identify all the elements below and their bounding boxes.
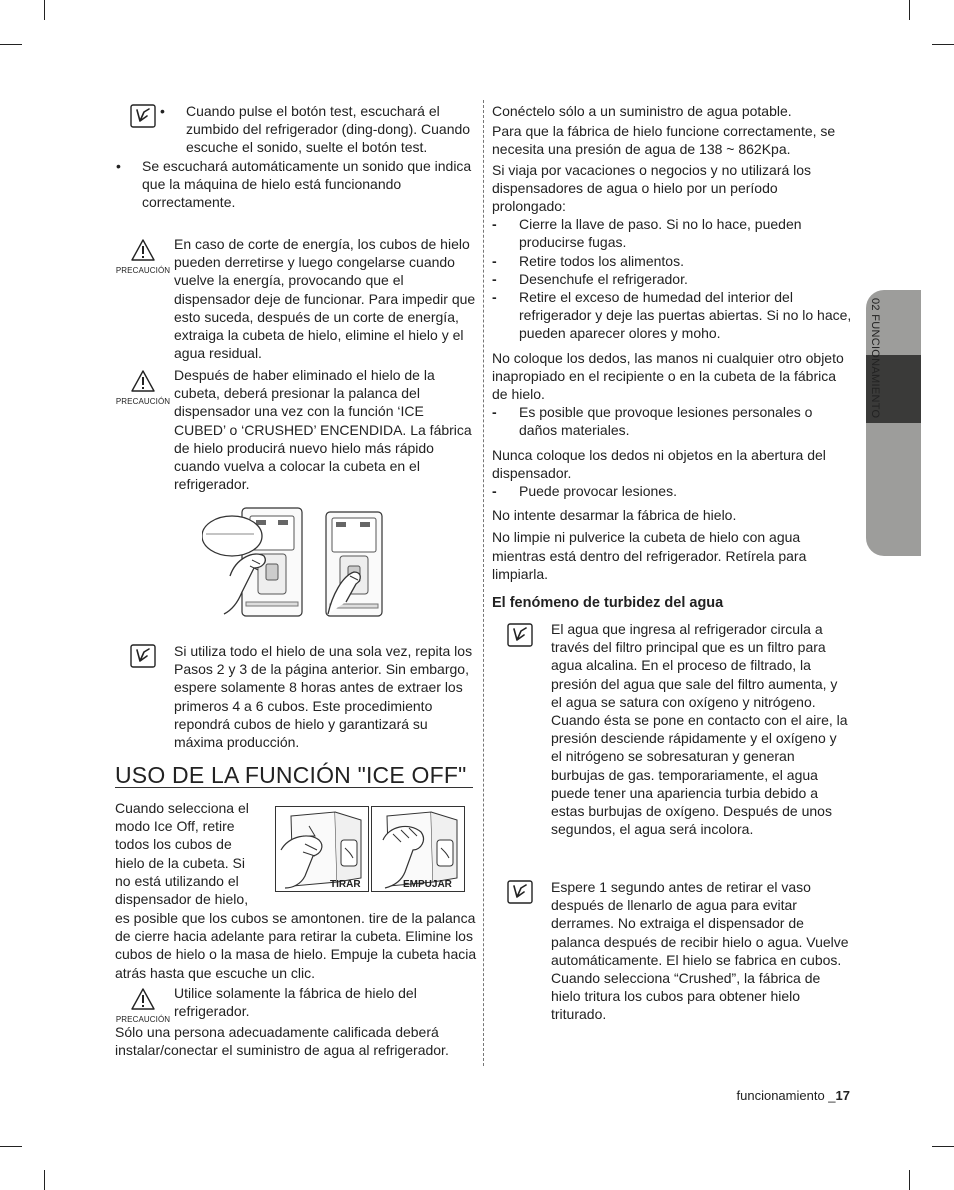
crop-mark xyxy=(909,1170,910,1190)
pull-label: TIRAR xyxy=(330,879,361,890)
ice-off-line: hielo de la cubeta. Si xyxy=(115,854,245,871)
caution-badge xyxy=(114,238,172,276)
caution-label: PRECAUCIÓN xyxy=(115,1015,171,1025)
warning-triangle-icon xyxy=(130,369,156,393)
caution-badge xyxy=(114,369,172,407)
note-icon xyxy=(130,644,156,668)
paragraph: Conéctelo sólo a un suministro de agua potable. xyxy=(492,103,792,119)
paragraph: Para que la fábrica de hielo funcione correctamente, se necesita una presión de agua de 138 ~ 862Kpa. xyxy=(492,123,836,158)
note3-text: El agua que ingresa al refrigerador circula a través del filtro principal que es un filtro para agua alcalina. En el proceso de filtrado, la presión del agua que sale del filtro aumenta, y el agua se satura con oxígeno y nitrógeno. Cuando ésta se pone en contacto con el aire, la presión desciende rápidamente y el oxígeno y el nitrógeno se sobresaturan y generan burbujas de gas. temporariamente, el agua puede tener una apariencia turbia debido a estas burbujas de oxígeno. Después de unos segundos, el agua será incolora. xyxy=(551,621,848,838)
caution2-text: Después de haber eliminado el hielo de la cubeta, deberá presionar la palanca del dispensador una vez con la función ‘ICE CUBED’ o ‘CRUSHED’ ENCENDIDA. La fábrica de hielo producirá nuevo hielo más rápido cuando vuelva a colocar la cubeta en el refrigerador. xyxy=(174,367,472,493)
dash-item: - Retire el exceso de humedad del interior del refrigerador y deje las puertas abiertas. Si no lo hace, pueden aparecer olores y moho. xyxy=(492,289,852,342)
paragraph: No coloque los dedos, las manos ni cualquier otro objeto inapropiado en el recipiente o en la cubeta de la fábrica de hielo. xyxy=(492,349,844,403)
crop-mark xyxy=(44,1170,45,1190)
crop-mark xyxy=(0,44,22,45)
paragraph: No limpie ni pulverice la cubeta de hielo con agua mientras está dentro del refrigerador. Retírela para limpiarla. xyxy=(492,529,807,582)
caution3-text: Utilice solamente la fábrica de hielo del refrigerador. xyxy=(174,985,417,1020)
push-label: EMPUJAR xyxy=(403,879,452,890)
ice-off-line: dispensador de hielo, xyxy=(115,891,249,908)
subheading: El fenómeno de turbidez del agua xyxy=(492,595,724,611)
ice-off-continued: es posible que los cubos se amontonen. tire de la palanca de cierre hacia adelante para retirar la cubeta. Elimine los cubos de hielo o la masa de hielo. Empuje la cubeta hacia atrás hasta que escuche un clic. xyxy=(115,910,477,981)
ice-off-line: todos los cubos de xyxy=(115,836,232,853)
caution-label: PRECAUCIÓN xyxy=(115,266,171,276)
ice-off-intro xyxy=(115,799,273,908)
section-title: USO DE LA FUNCIÓN "ICE OFF" xyxy=(115,762,467,788)
crop-mark xyxy=(932,1146,954,1147)
column-divider xyxy=(483,100,484,1066)
footer-text: funcionamiento _ xyxy=(736,1088,836,1103)
caution-badge xyxy=(114,987,172,1025)
dispenser-illustration-1 xyxy=(202,506,306,622)
dash-item: - Es posible que provoque lesiones personales o daños materiales. xyxy=(492,404,813,439)
installer-paragraph: Sólo una persona adecuadamente calificada deberá instalar/conectar el suministro de agua al refrigerador. xyxy=(115,1024,449,1059)
warning-triangle-icon xyxy=(130,987,156,1011)
note1-bullet1: • Cuando pulse el botón test, escuchará el zumbido del refrigerador (ding-dong). Cuando escuche el sonido, suelte el botón test. xyxy=(160,102,478,157)
ice-off-line: modo Ice Off, retire xyxy=(115,818,235,835)
crop-mark xyxy=(909,0,910,20)
caution1-text: En caso de corte de energía, los cubos de hielo pueden derretirse y luego congelarse cuando vuelve la energía, provocando que el dispensador deje de funcionar. Para impedir que esto suceda, después de un corte de energía, extraiga la cubeta de hielo, elimine el hielo y el agua residual. xyxy=(174,236,476,362)
section-rule xyxy=(115,787,473,788)
right-column-text xyxy=(492,102,854,583)
note1-bullet2: • Se escuchará automáticamente un sonido que indica que la máquina de hielo está funcionando correctamente. xyxy=(116,157,476,212)
dash-item: - Cierre la llave de paso. Si no lo hace, pueden producirse fugas. xyxy=(492,216,802,251)
crop-mark xyxy=(0,1146,22,1147)
note1-text1: Cuando pulse el botón test, escuchará el zumbido del refrigerador (ding-dong). Cuando escuche el sonido, suelte el botón test. xyxy=(186,103,471,156)
note2-text: Si utiliza todo el hielo de una sola vez, repita los Pasos 2 y 3 de la página anterior. Sin embargo, espere solamente 8 horas antes de extraer los primeros 4 a 6 cubos. Este procedimiento repondrá cubos de hielo y garantizará su máxima producción. xyxy=(174,643,473,751)
paragraph: No intente desarmar la fábrica de hielo. xyxy=(492,507,737,524)
note-icon xyxy=(130,104,156,128)
warning-triangle-icon xyxy=(130,238,156,262)
crop-mark xyxy=(44,0,45,20)
note-icon xyxy=(507,623,533,647)
ice-off-line: Cuando selecciona el xyxy=(115,800,249,816)
paragraph: Si viaja por vacaciones o negocios y no utilizará los dispensadores de agua o hielo por un período prolongado: xyxy=(492,161,812,215)
crop-mark xyxy=(932,44,954,45)
note-icon xyxy=(507,880,533,904)
dash-item: - Puede provocar lesiones. xyxy=(492,483,677,500)
chapter-tab-label: 02 FUNCIONAMIENTO xyxy=(869,298,881,419)
ice-off-line: no está utilizando el xyxy=(115,872,239,889)
page-footer xyxy=(718,1087,850,1105)
paragraph: Nunca coloque los dedos ni objetos en la abertura del dispensador. xyxy=(492,446,826,481)
dispenser-illustration-2 xyxy=(324,510,384,622)
caution-label: PRECAUCIÓN xyxy=(115,397,171,407)
note4-text: Espere 1 segundo antes de retirar el vaso después de llenarlo de agua para evitar derrames. No extraiga el dispensador de palanca después de recibir hielo o agua. Vuelve automáticamente. El hielo se fabrica en cubos. Cuando selecciona “Crushed”, la fábrica de hielo tritura los cubos para obtener hielo triturado. xyxy=(551,879,849,1023)
dash-item: - Desenchufe el refrigerador. xyxy=(492,270,688,287)
note1-text2: Se escuchará automáticamente un sonido que indica que la máquina de hielo está funcionando correctamente. xyxy=(142,158,472,211)
page-number: 17 xyxy=(835,1088,850,1103)
dash-item: - Retire todos los alimentos. xyxy=(492,252,684,269)
